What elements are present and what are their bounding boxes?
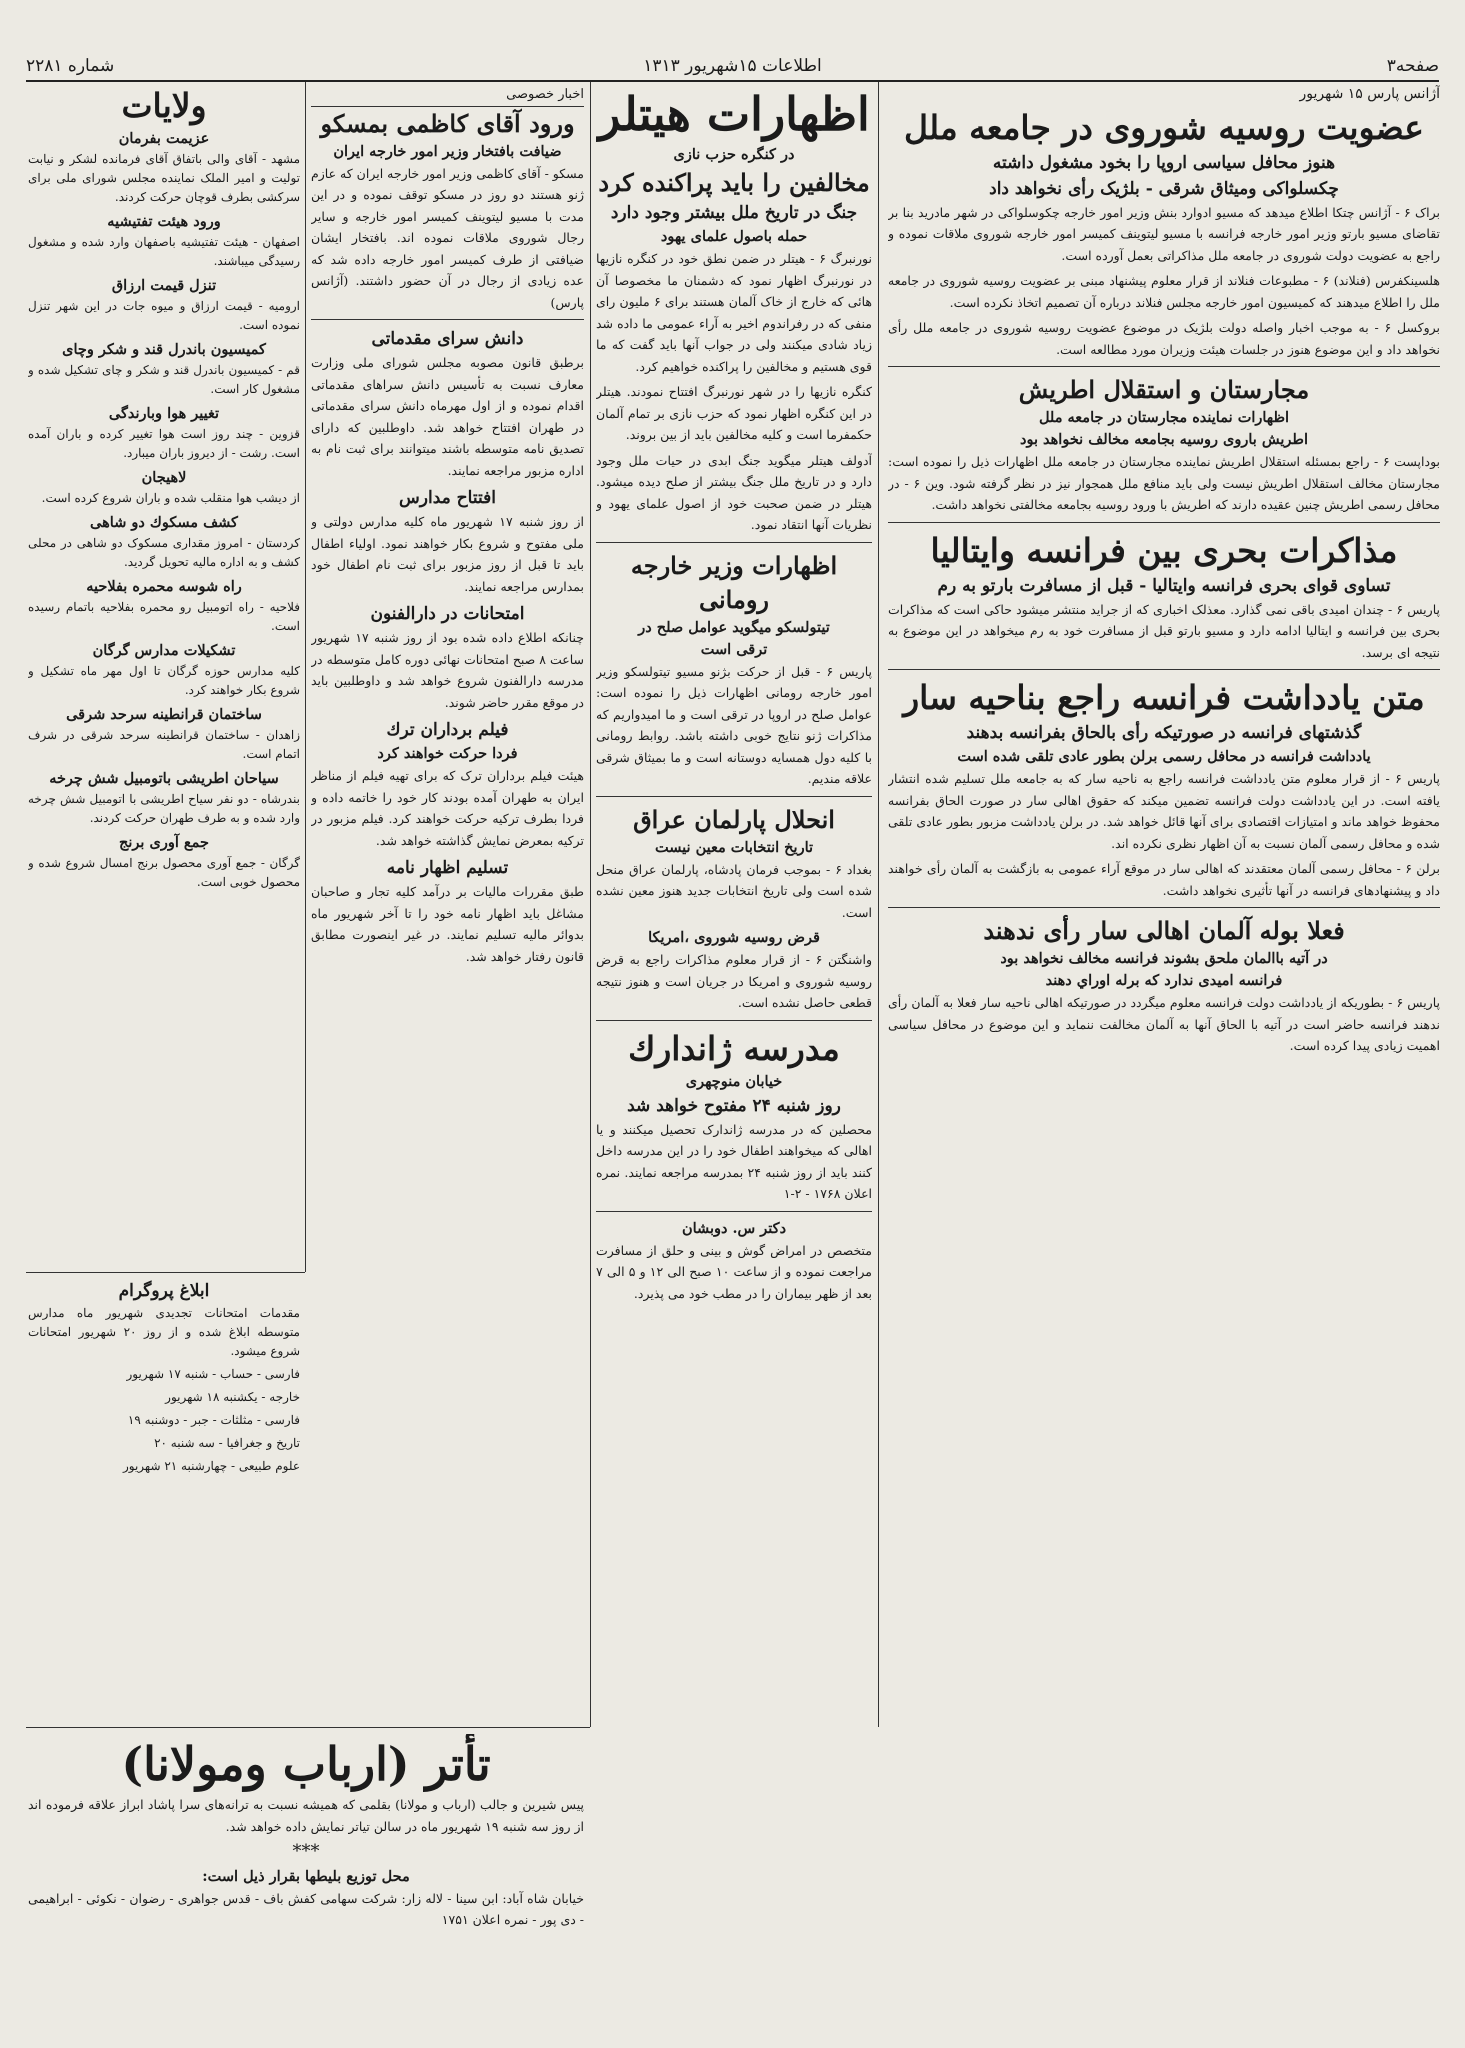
province-item-text: فلاحیه - راه اتومبیل رو محمره بفلاحیه باتمام رسیده است.	[28, 600, 300, 633]
province-item-title: تشکیلات مدارس گرگان	[92, 642, 236, 659]
province-item-title: لاهیجان	[141, 469, 187, 486]
headline-provinces: ولایات	[121, 86, 207, 125]
divider	[888, 669, 1440, 670]
province-item-text: بندرشاه - دو نفر سیاح اطریشی با اتومبیل شش چرخه وارد شده و به طرف طهران حرکت کردند.	[28, 792, 300, 825]
issue-number: شماره ۲۲۸۱	[26, 56, 115, 76]
exam-schedule-row: فارسی - مثلثات - جبر - دوشنبه ۱۹	[127, 1413, 300, 1427]
paper-date: اطلاعات ۱۵شهریور ۱۳۱۳	[643, 56, 822, 76]
column-hitler	[596, 84, 872, 1724]
article-text: واشنگتن ۶ - از قرار معلوم مذاکرات راجع به قرض روسیه شوروی و امریکا در جریان است و هنوز نتیجه قطعی حاصل نشده است.	[596, 952, 872, 1010]
subhead: تاریخ انتخابات معین نیست	[654, 838, 814, 856]
exam-schedule-row: تاریخ و جغرافیا - سه شنبه ۲۰	[154, 1436, 300, 1450]
subhead: چکسلواکی ومیثاق شرقی - بلژیک رأی نخواهد داد	[989, 178, 1339, 199]
subhead: تیتولسکو میگوید عوامل صلح در	[638, 618, 830, 636]
province-item-text: قم - کمیسیون باندرل قند و شکر و چای تشکیل شده و مشغول کار است.	[28, 363, 300, 396]
province-item-text: زاهدان - ساختمان قرانطینه سرحد شرقی در شرف اتمام است.	[28, 728, 300, 761]
subhead: ترقی است	[700, 640, 768, 658]
theater-title: تأتر (ارباب ومولانا)	[121, 1737, 491, 1791]
province-item-title: سیاحان اطریشی باتومبیل شش چرخه	[49, 770, 279, 787]
article-text: نورنبرگ ۶ - هیتلر در ضمن نطق خود در کنگره نازیها در نورنبرگ اظهار نمود که دشمنان ما مخصوصا آن هائی که خارج از خاک آلمان هستند برای ۶ ملیون رای منفی که در رفراندوم اخیر به آراء عمومی ما داده شد زیاد شادی میکنند ولی در جواب آنها باید گفت که ما قوی هستیم و مخالفین را پراکنده خواهیم کرد.	[596, 251, 872, 374]
province-news-list	[28, 128, 300, 892]
headline-teacher-college: دانش سرای مقدماتی	[371, 329, 524, 349]
headline-exams: امتحانات در دارالفنون	[370, 604, 525, 624]
subhead: اظهارات نماینده مجارستان در جامعه ملل	[1038, 409, 1290, 426]
headline-saar-note: متن یادداشت فرانسه راجع بناحیه سار	[903, 678, 1425, 717]
article-text: پاریس ۶ - قبل از حرکت بژنو مسیو تیتولسکو وزیر امور خارجه رومانی اظهارات ذیل را نموده است: عوامل صلح در اروپا در ترقی است و ما امیدواریم که مذاکرات ژنو نتایج خوبی داشته باشد. روابط رومانی با کلیه دول همسایه دوستانه است و ما بمیثاق شرقی علاقه مندیم.	[596, 663, 872, 786]
article-text: مقدمات امتحانات تجدیدی شهریور ماه مدارس متوسطه ابلاغ شده و از روز ۲۰ شهریور امتحانات شروع میشود.	[28, 1306, 300, 1358]
exam-schedule-row: علوم طبیعی - چهارشنبه ۲۱ شهریور	[122, 1459, 300, 1473]
column-world-news	[888, 84, 1440, 2038]
subhead: در آتیه باالمان ملحق بشوند فرانسه مخالف نخواهد بود	[1000, 950, 1328, 967]
article-text: هیئت فیلم برداران ترک که برای تهیه فیلم از مناظر ایران به طهران آمده بودند کار خود را خاتمه داده و فردا بطرف ترکیه حرکت خواهند کرد. فیلم مزبور در ترکیه بمعرض نمایش گذاشته خواهد شد.	[311, 768, 584, 848]
province-item-title: عزیمت بفرمان	[118, 130, 210, 147]
column-rule	[878, 82, 879, 1727]
ad-doctor-text: متخصص در امراض گوش و بینی و حلق از مسافرت مراجعت نموده و از ساعت ۱۰ صبح الی ۱۲ و ۵ الی ۷ بعد از ظهر بیماران را در مطب خود می پذیرد.	[596, 1242, 872, 1301]
subhead: فردا حرکت خواهند کرد	[377, 745, 518, 762]
divider	[888, 907, 1440, 908]
section-rule	[26, 1272, 305, 1273]
province-item-text: کردستان - امروز مقداری مسکوک دو شاهی در محلی کشف و به اداره مالیه تحویل گردید.	[28, 536, 300, 569]
divider	[596, 542, 872, 543]
article-text: براک ۶ - آژانس چتکا اطلاع میدهد که مسیو ادوارد بنش وزیر امور خارجه چکوسلواکی در شهر مادرید بنا بر تقاضای مسیو بارتو وزیر امور خارجه فرانسه با مسیو لیتوینف کمیسر امور خارجه شوروی ملاقات نموده و راجع به عضویت دولت شوروی در جامعه ملل مذاکراتی بعمل آورده است.	[888, 204, 1440, 263]
headline-schools-opening: افتتاح مدارس	[399, 488, 496, 508]
headline-hitler: اظهارات هیتلر	[598, 87, 870, 141]
province-item-title: کشف مسکوك دو شاهی	[90, 514, 238, 531]
article-text: هلسینکفرس (فنلاند) ۶ - مطبوعات فنلاند از قرار معلوم پیشنهاد مبنی بر عضویت روسیه شوروی در جامعه ملل را اطلاع میدهند که کمیسیون امور خارجه مجلس فنلاند درباره آن تصمیم اتخاذ نکرده است.	[888, 273, 1440, 310]
exam-schedule-row: فارسی - حساب - شنبه ۱۷ شهریور	[126, 1367, 300, 1381]
province-item-title: جمع آوری برنج	[119, 834, 209, 851]
column-iran-news	[311, 84, 584, 1724]
province-item-text: کلیه مدارس حوزه گرگان تا اول مهر ماه تشکیل و شروع بکار خواهند کرد.	[28, 664, 300, 697]
province-item-title: راه شوسه محمره بفلاحیه	[86, 578, 242, 595]
province-item-text: ارومیه - قیمت ارزاق و میوه جات در این شهر تنزل نموده است.	[28, 299, 300, 332]
province-item-text: مشهد - آقای والی باتفاق آقای فرمانده لشکر و نیابت تولیت و امیر الملک نماینده مجلس شورای ملی برای سرکشی بطرف قوچان حرکت کردند.	[28, 152, 300, 204]
headline-tax-return: تسلیم اظهار نامه	[386, 858, 509, 878]
ad-school-text: محصلین که در مدرسه ژاندارک تحصیل میکنند و یا اهالی که میخواهند اطفال خود را در این مدرسه داخل کنند باید از روز شنبه ۲۴ بمدرسه مراجعه نمایند. نمره اعلان ۱۷۶۸ - ۲-۱	[596, 1121, 872, 1201]
stars-divider: ***	[292, 1841, 320, 1862]
headline-romania: اظهارات وزیر خارجه رومانی	[630, 550, 838, 614]
divider	[596, 1020, 872, 1021]
article-text: برطبق قانون مصوبه مجلس شورای ملی وزارت معارف نسبت به تأسیس دانش سراهای مقدماتی اقدام نموده و از اول مهرماه دانش سرای مقدماتی در طهران افتتاح خواهد شد. داوطلبین که دارای تصدیق نامه متوسطه باشند میتوانند برای ثبت نام به اداره مزبور مراجعه نمایند.	[311, 355, 584, 478]
headline-program: ابلاغ پروگرام	[118, 1281, 210, 1301]
subhead: مخالفین را باید پراکنده کرد	[598, 168, 870, 197]
subhead: فرانسه امیدی ندارد که برله اوراي دهند	[1045, 972, 1283, 989]
province-item-title: ساختمان قرانطینه سرحد شرقی	[66, 706, 262, 723]
agency-tag: آژانس پارس ۱۵ شهریور	[1299, 86, 1440, 102]
divider	[888, 366, 1440, 367]
page-number: صفحه۳	[1386, 56, 1439, 76]
exam-schedule	[28, 1365, 300, 1476]
section-tag: اخبار خصوصی	[311, 84, 584, 107]
article-text: پاریس ۶ - از قرار معلوم متن یادداشت فرانسه راجع به ناحیه سار که به جامعه ملل تسلیم شده انتشار یافته است. در این یادداشت دولت فرانسه تضمین میکند که حقوق اهالی سار در صورت الحاق بفرانسه محفوظ خواهد ماند و امتیازات اقتصادی برای آنها قائل خواهد شد. در برلن یادداشت مزبور بطور عادی تلقی شده و محافل رسمی آلمان نسبت به آن اظهار نظری نکرده اند.	[888, 771, 1440, 851]
article-text: طبق مقررات مالیات بر درآمد کلیه تجار و صاحبان مشاغل باید اظهار نامه خود را تا آخر شهریور ماه بدوائر مالیه تسلیم نمایند. در غیر اینصورت مطابق قانون رفتار خواهد شد.	[311, 884, 584, 964]
subhead: گذشتهای فرانسه در صورتیکه رأی بالحاق بفرانسه بدهند	[966, 723, 1362, 743]
ad-school-street: خیابان منوچهری	[685, 1072, 783, 1090]
headline-iraq-parliament: انحلال پارلمان عراق	[633, 804, 835, 834]
column-exam-program	[28, 1278, 300, 1724]
province-item-text: قزوین - چند روز است هوا تغییر کرده و باران آمده است. رشت - از دیروز باران میبارد.	[28, 427, 300, 460]
subhead: هنوز محافل سیاسی اروپا را بخود مشغول داشته	[992, 152, 1336, 173]
article-text: پاریس ۶ - بطوریکه از یادداشت دولت فرانسه معلوم میگردد در صورتیکه اهالی ناحیه سار فعلا به آلمان رأی ندهند فرانسه حاضر است در آتیه با الحاق آنها به آلمان مخالفت ننماید و این موضوع در محافل سیاسی اهمیت زیادی پیدا کرده است.	[888, 995, 1440, 1053]
column-rule	[590, 82, 591, 1727]
article-text: پاریس ۶ - چندان امیدی باقی نمی گذارد. معذلک اخباری که از جراید منتشر میشود حاکی است که مذاکرات بحری بین فرانسه و ایتالیا ادامه دارد و مسیو بارتو قبل از مسافرت خود به رم میخواهد در این موضوع به نتیجه ای برسد.	[888, 601, 1440, 660]
subhead: تساوی قوای بحری فرانسه وایتالیا - قبل از مسافرت بارتو به رم	[937, 575, 1391, 596]
divider	[596, 796, 872, 797]
headline-hungary-austria: مجارستان و استقلال اطریش	[1018, 375, 1310, 404]
divider	[311, 319, 584, 320]
province-item-text: از دیشب هوا منقلب شده و باران شروع کرده است.	[41, 491, 300, 505]
section-rule	[26, 1727, 590, 1728]
headline-naval-talks: مذاکرات بحری بین فرانسه وایتالیا	[930, 530, 1398, 570]
headline-saar-vote: فعلا بوله آلمان اهالی سار رأی ندهند	[983, 916, 1345, 945]
distribution-text: خیابان شاه آباد: ابن سینا - لاله زار: شرکت سهامی کفش باف - قدس جواهری - رضوان - نکوئی - ابراهیمی - دی پور - نمره اعلان ۱۷۵۱	[28, 1890, 584, 1927]
subhead: حمله باصول علمای یهود	[660, 228, 808, 245]
distribution-title: محل توزیع بلیطها بقرار ذیل است:	[202, 1867, 410, 1885]
ad-school-opening: روز شنبه ۲۴ مفتوح خواهد شد	[627, 1095, 841, 1116]
page-header	[26, 52, 1439, 82]
column-provinces	[28, 84, 300, 1268]
headline-kazemi: ورود آقای کاظمی بمسکو	[320, 108, 575, 138]
subhead: اطریش باروی روسیه بجامعه مخالف نخواهد بود	[1020, 431, 1308, 448]
ad-theater	[28, 1734, 584, 2024]
province-item-title: کمیسیون باندرل قند و شکر وچای	[62, 341, 266, 358]
article-text: مسکو - آقای کاظمی وزیر امور خارجه ایران که عازم ژنو هستند دو روز در مسکو توقف نموده و در این مدت با مسیو لیتوینف کمیسر امور خارجه و سایر رجال شوروی ملاقات نموده اند. بافتخار ایشان ضیافتی از طرف کمیسر امور خارجه داده شد که عده زیادی از رجال در آن حضور داشتند. (آژانس پارس)	[311, 165, 584, 310]
province-item-title: تغییر هوا وبارندگی	[108, 405, 220, 422]
exam-schedule-row: خارجه - یکشنبه ۱۸ شهریور	[165, 1390, 300, 1404]
article-text: آدولف هیتلر میگوید جنگ ابدی در حیات ملل وجود دارد و در تاریخ ملل جنگ بیشتر از صلح دیده میشود. هیتلر در ضمن صحبت خود از اصول علمای یهود و نظریات آنها انتقاد نمود.	[596, 452, 872, 532]
province-item-title: ورود هیئت تفتیشیه	[107, 213, 221, 230]
article-text: بغداد ۶ - بموجب فرمان پادشاه، پارلمان عراق منحل شده است ولی تاریخ انتخابات جدید هنوز معین نشده است.	[596, 861, 872, 920]
headline-turkish-film: فیلم برداران ترك	[386, 720, 509, 740]
theater-text: پیس شیرین و جالب (ارباب و مولانا) بقلمی که همیشه نسبت به ترانه‌های سرا پاشاد ابراز علاقه فرموده اند از روز سه شنبه ۱۹ شهریور ماه در سالن تیاتر نمایش داده خواهد شد.	[28, 1797, 584, 1834]
article-text: بوداپست ۶ - راجع بمسئله استقلال اطریش نماینده مجارستان در جامعه ملل اظهارات ذیل را نموده است: مجارستان مخالف استقلال اطریش نیست ولی باید منافع ملل همجوار نیز در نظر گرفته شود. وین ۶ - در محافل رسمی اطریش چنین عقیده دارند که اطریش با ورود روسیه بجامعه مخالفتی نخواهد داشت.	[888, 454, 1440, 512]
divider	[596, 1211, 872, 1212]
headline-soviet-loan: قرض روسیه شوروی ،امریکا	[648, 929, 820, 946]
subhead: ضیافت بافتخار وزیر امور خارجه ایران	[333, 142, 562, 160]
province-item-title: تنزل قیمت ارزاق	[111, 277, 217, 294]
subhead: یادداشت فرانسه در محافل رسمی برلن بطور عادی تلقی شده است	[957, 748, 1371, 765]
province-item-text: گرگان - جمع آوری محصول برنج امسال شروع شده و محصول خوبی است.	[28, 856, 300, 889]
headline-soviet-league: عضویت روسیه شوروی در جامعه ملل	[904, 107, 1424, 147]
ad-doctor-title: دکتر س. دوبشان	[681, 1219, 787, 1237]
column-rule	[305, 82, 306, 1272]
divider	[888, 522, 1440, 523]
subhead: جنگ در تاریخ ملل بیشتر وجود دارد	[610, 203, 858, 223]
article-text: کنگره نازیها را در شهر نورنبرگ افتتاح نمودند. هیتلر در این کنگره اظهار نمود که حزب نازی بر تمام آلمان حکمفرما است و کلیه مخالفین باید از بین بروند.	[596, 384, 872, 442]
article-text: از روز شنبه ۱۷ شهریور ماه کلیه مدارس دولتی و ملی مفتوح و شروع بکار خواهند نمود. اولیاء اطفال باید تا قبل از روز مزبور برای ثبت نام اطفال خود بمدارس مراجعه نمایند.	[311, 514, 584, 594]
article-text: بروکسل ۶ - به موجب اخبار واصله دولت بلژیک در موضوع عضویت روسیه شوروی در جامعه ملل رأی نخواهد داد و این موضوع هنوز در جلسات هیئت وزیران مورد مطالعه است.	[888, 320, 1440, 357]
article-text: برلن ۶ - محافل رسمی آلمان معتقدند که اهالی سار در موقع آراء عمومی به بازگشت به آلمان رأی خواهند داد و پیشنهادهای فرانسه در آنها تأثیری نخواهد داشت.	[888, 861, 1440, 898]
ad-school-title: مدرسه ژاندارك	[628, 1028, 840, 1068]
kicker: در کنگره حزب نازی	[673, 146, 795, 163]
province-item-text: اصفهان - هیئت تفتیشیه باصفهان وارد شده و مشغول رسیدگی میباشند.	[28, 235, 300, 268]
article-text: چنانکه اطلاع داده شده بود از روز شنبه ۱۷ شهریور ساعت ۸ صبح امتحانات نهائی دوره کامل متوسطه در مدرسه دارالفنون شروع خواهد شد و داوطلبین باید در موقع مقرر حاضر شوند.	[311, 630, 584, 710]
